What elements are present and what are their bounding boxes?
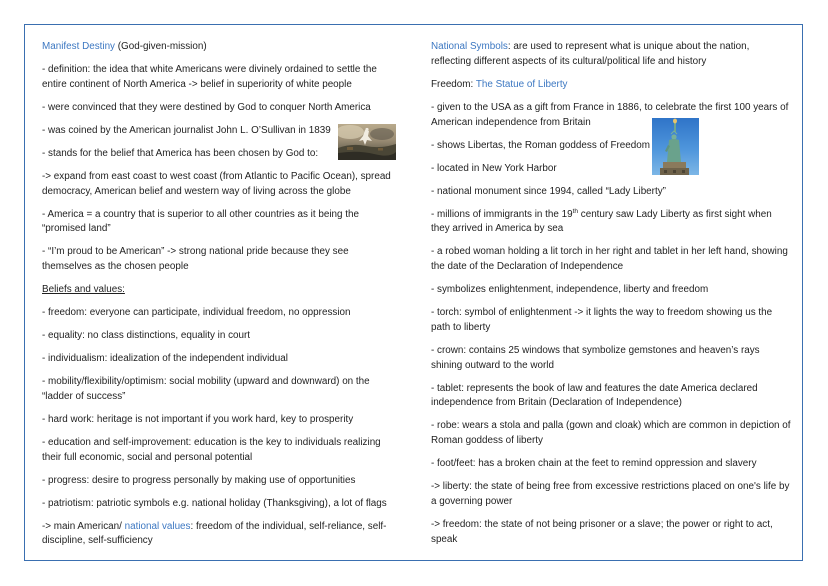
main-values-text: -> main American/ national values: freedom of the individual, self-reliance, self-discipline, self-sufficiency: [42, 520, 387, 547]
national-symbols-link[interactable]: National Symbols: [431, 41, 508, 52]
robed-woman-text: - a robed woman holding a lit torch in her right and tablet in her left hand, showing the date of the Declaration of Independence: [431, 246, 788, 273]
belief-freedom: - freedom: everyone can participate, individual freedom, no oppression: [42, 307, 351, 319]
statue-of-liberty-image: [652, 118, 699, 175]
libertas-text: - shows Libertas, the Roman goddess of Freedom: [431, 139, 651, 151]
belief-equality: - equality: no class distinctions, equality in court: [42, 330, 251, 342]
national-values-link[interactable]: national values: [124, 520, 191, 532]
torch-text: - torch: symbol of enlightenment -> it lights the way to freedom showing us the path to liberty: [431, 307, 773, 333]
freedom-definition: -> freedom: the state of not being prisoner or a slave; the power or right to act, speak: [431, 518, 773, 545]
right-column: [431, 40, 791, 556]
beliefs-heading: Beliefs and values:: [42, 284, 125, 296]
national-symbols-heading: National Symbols: are used to represent what is unique about the nation, reflecting different aspects of its cultural/political life and history: [431, 41, 750, 67]
belief-patriotism: - patriotism: patriotic symbols e.g. national holiday (Thanksgiving), a lot of flags: [42, 497, 387, 509]
tablet-text: - tablet: represents the book of law and features the date America declared independence from Britain (Declaration of Independence): [431, 382, 758, 409]
gift-text: - given to the USA as a gift from France in 1886, to celebrate the first 100 years of American independence from Britain: [431, 101, 789, 128]
statue-of-liberty-link[interactable]: The Statue of Liberty: [475, 78, 568, 90]
foot-text: - foot/feet: has a broken chain at the feet to remind oppression and slavery: [431, 458, 757, 470]
definition-text: - definition: the idea that white Americans were divinely ordained to settle the entire continent of North America -> belief in superiority of white people: [42, 63, 377, 90]
manifest-destiny-link[interactable]: Manifest Destiny: [42, 41, 115, 52]
belief-hard-work: - hard work: heritage is not important if you work hard, key to prosperity: [42, 413, 354, 425]
chosen-text: - stands for the belief that America has been chosen by God to:: [42, 147, 319, 159]
painting-graphic: [338, 124, 396, 160]
manifest-destiny-heading: Manifest Destiny (God-given-mission): [42, 41, 207, 52]
left-column: [42, 40, 398, 557]
expand-text: -> expand from east coast to west coast (from Atlantic to Pacific Ocean), spread democracy, American belief and western way of living across the globe: [42, 170, 391, 197]
proud-text: - “I’m proud to be American” -> strong national pride because they see themselves as the chosen people: [42, 246, 349, 273]
belief-education: - education and self-improvement: education is the key to individuals realizing their full economic, social and personal potential: [42, 436, 381, 463]
location-text: - located in New York Harbor: [431, 162, 557, 174]
liberty-definition: -> liberty: the state of being free from excessive restrictions placed on one's life by a governing power: [431, 481, 790, 507]
crown-text: - crown: contains 25 windows that symbolize gemstones and heaven’s rays shining outward to the world: [431, 344, 760, 371]
belief-progress: - progress: desire to progress personally by making use of opportunities: [42, 474, 356, 486]
monument-text: - national monument since 1994, called “Lady Liberty”: [431, 185, 666, 197]
robe-text: - robe: wears a stola and palla (gown and cloak) which are common in depiction of Roman goddess of liberty: [431, 420, 791, 447]
coined-text: - was coined by the American journalist John L. O’Sullivan in 1839: [42, 124, 331, 136]
immigrants-text: - millions of immigrants in the 19th century saw Lady Liberty as first sight when they arrived in America by sea: [431, 207, 772, 235]
american-progress-painting-image: [338, 124, 396, 160]
statue-graphic: [652, 118, 699, 175]
belief-individualism: - individualism: idealization of the independent individual: [42, 353, 288, 365]
destined-text: - were convinced that they were destined by God to conquer North America: [42, 101, 371, 113]
symbolizes-text: - symbolizes enlightenment, independence, liberty and freedom: [431, 284, 709, 296]
promised-land-text: - America = a country that is superior to all other countries as it being the “promised land”: [42, 208, 359, 235]
statue-heading: Freedom: The Statue of Liberty: [431, 78, 568, 90]
belief-mobility: - mobility/flexibility/optimism: social mobility (upward and downward) on the “ladder of success”: [42, 376, 370, 402]
